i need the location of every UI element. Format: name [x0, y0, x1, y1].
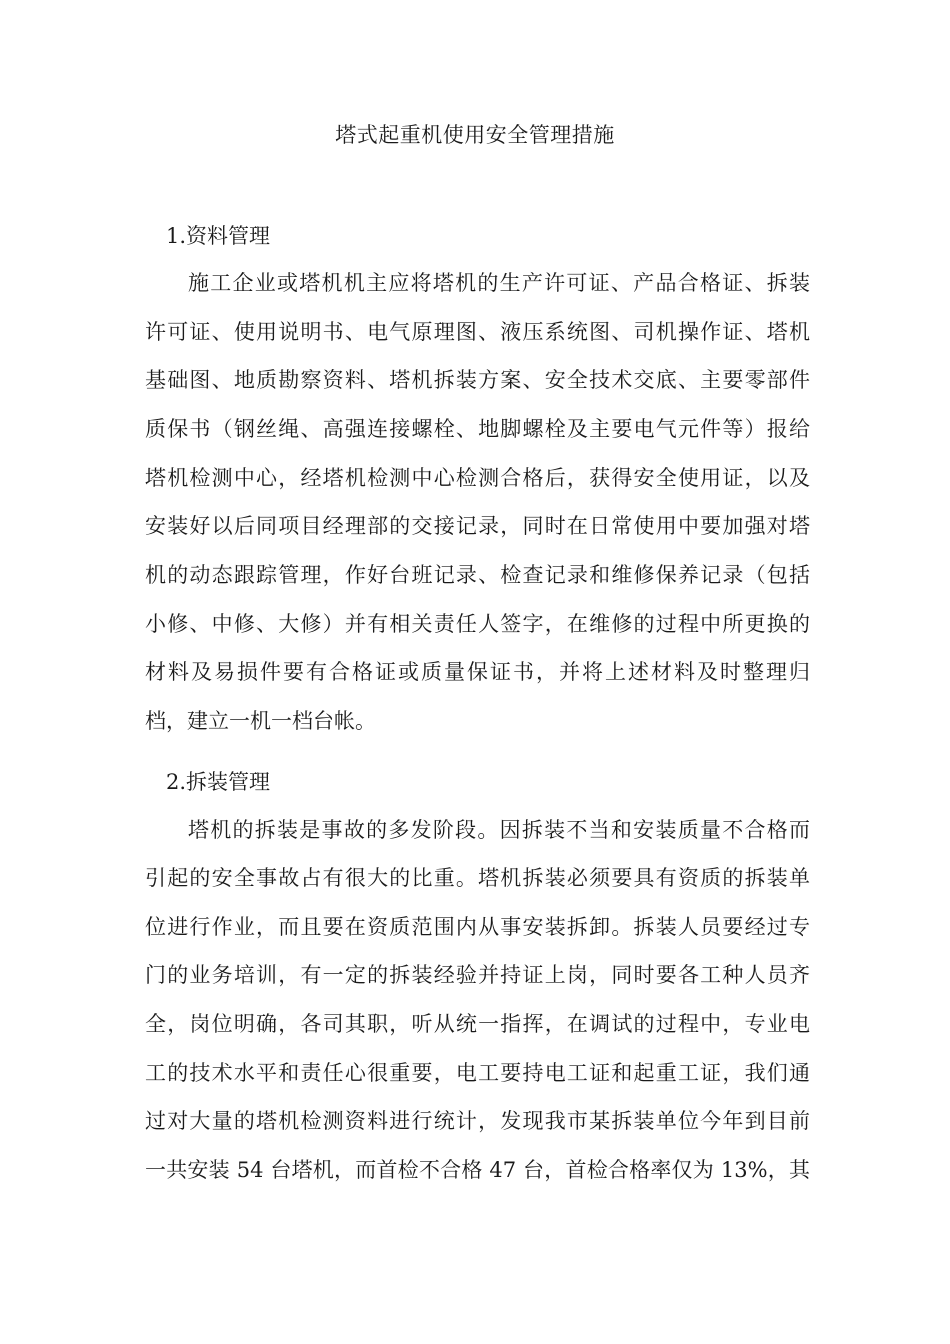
paragraph-line: 位进行作业，而且要在资质范围内从事安装拆卸。拆装人员要经过专 [145, 915, 810, 939]
section-heading-2: 2.拆装管理 [166, 770, 271, 794]
paragraph-line: 安装好以后同项目经理部的交接记录，同时在日常使用中要加强对塔 [145, 514, 810, 538]
paragraph-line: 基础图、地质勘察资料、塔机拆装方案、安全技术交底、主要零部件 [145, 368, 810, 392]
paragraph-line: 材料及易损件要有合格证或质量保证书，并将上述材料及时整理归 [145, 660, 810, 684]
paragraph-line: 机的动态跟踪管理，作好台班记录、检查记录和维修保养记录（包括 [145, 563, 810, 587]
paragraph-line: 施工企业或塔机机主应将塔机的生产许可证、产品合格证、拆装 [188, 271, 810, 295]
paragraph-line: 质保书（钢丝绳、高强连接螺栓、地脚螺栓及主要电气元件等）报给 [145, 417, 810, 441]
paragraph-line: 塔机的拆装是事故的多发阶段。因拆装不当和安装质量不合格而 [188, 818, 810, 842]
document-title: 塔式起重机使用安全管理措施 [335, 123, 615, 147]
section-heading-1: 1.资料管理 [166, 224, 271, 248]
paragraph-line: 小修、中修、大修）并有相关责任人签字，在维修的过程中所更换的 [145, 612, 810, 636]
paragraph-line: 许可证、使用说明书、电气原理图、液压系统图、司机操作证、塔机 [145, 320, 810, 344]
paragraph-line: 过对大量的塔机检测资料进行统计，发现我市某拆装单位今年到目前 [145, 1109, 810, 1133]
paragraph-line: 门的业务培训，有一定的拆装经验并持证上岗，同时要各工种人员齐 [145, 963, 810, 987]
paragraph-line: 全，岗位明确，各司其职，听从统一指挥，在调试的过程中，专业电 [145, 1012, 810, 1036]
paragraph-line: 塔机检测中心，经塔机检测中心检测合格后，获得安全使用证，以及 [145, 466, 810, 490]
paragraph-line: 一共安装 54 台塔机，而首检不合格 47 台，首检合格率仅为 13%，其 [145, 1158, 810, 1182]
paragraph-line: 工的技术水平和责任心很重要，电工要持电工证和起重工证，我们通 [145, 1061, 810, 1085]
paragraph-line: 引起的安全事故占有很大的比重。塔机拆装必须要具有资质的拆装单 [145, 866, 810, 890]
paragraph-line: 档，建立一机一档台帐。 [145, 709, 376, 733]
